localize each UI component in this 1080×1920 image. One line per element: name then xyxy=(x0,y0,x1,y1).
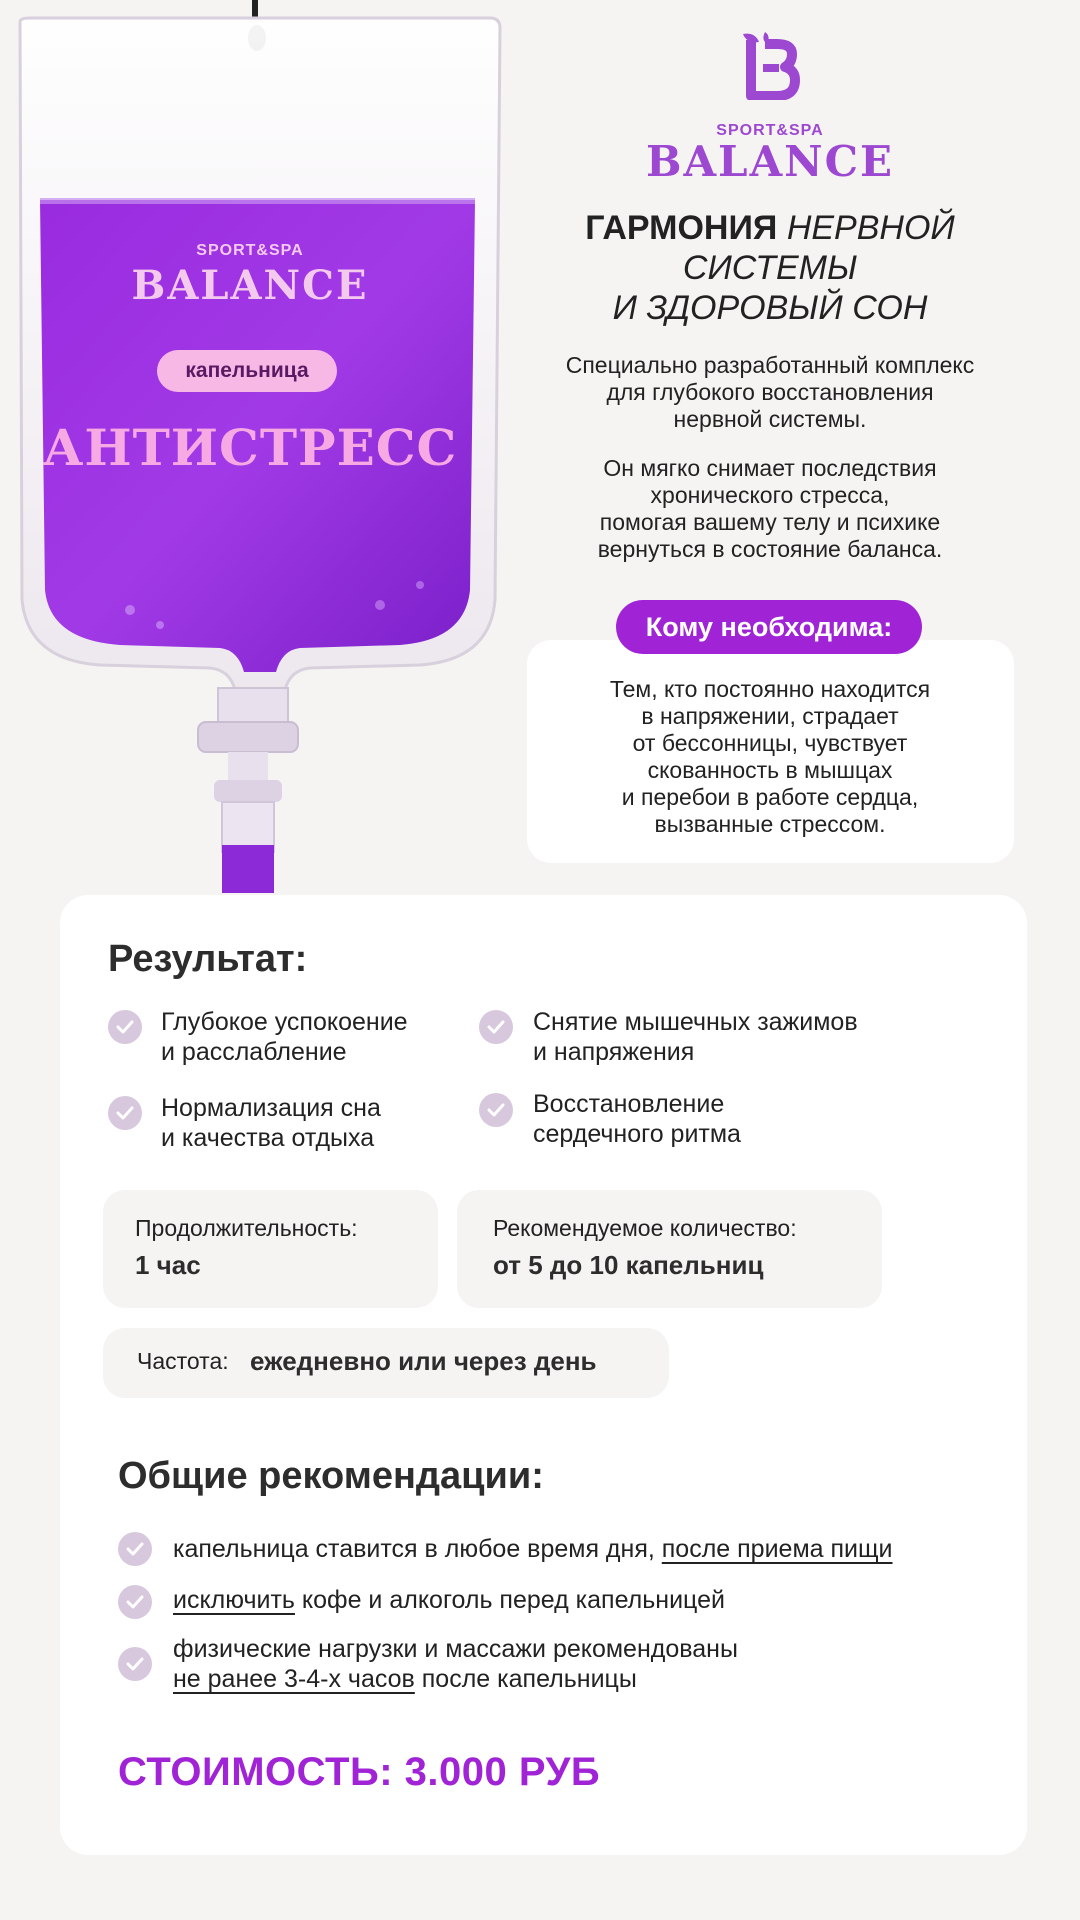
result-item-line: Нормализация сна xyxy=(161,1094,381,1122)
amount-label: Рекомендуемое количество: xyxy=(493,1215,797,1241)
result-item-line: и расслабление xyxy=(161,1038,347,1066)
who-needs-text xyxy=(540,676,1000,838)
intro-p1-line: для глубокого восстановления xyxy=(606,379,934,405)
headline xyxy=(540,208,1000,328)
bag-pill: капельница xyxy=(157,350,337,392)
who-needs-line: вызванные стрессом. xyxy=(654,811,886,837)
who-needs-line: скованность в мышцах xyxy=(647,757,893,783)
intro-p1-line: нервной системы. xyxy=(673,406,867,432)
rec-text: физические нагрузки и массажи рекомендованы xyxy=(173,1635,738,1663)
rec-underlined: после приема пищи xyxy=(661,1535,893,1563)
bag-brand xyxy=(110,242,390,309)
intro-p1-line: Специально разработанный комплекс xyxy=(565,352,975,378)
intro-p2-line: хронического стресса, xyxy=(650,482,890,508)
recommendations-title: Общие рекомендации: xyxy=(118,1455,544,1497)
headline-italic-1: НЕРВНОЙ xyxy=(786,209,955,247)
frequency-value: ежедневно или через день xyxy=(250,1346,597,1376)
intro-paragraph-1 xyxy=(520,352,1020,433)
intro-p2-line: вернуться в состояние баланса. xyxy=(597,536,943,562)
who-needs-line: и перебои в работе сердца, xyxy=(621,784,919,810)
intro-p2-line: помогая вашему телу и психике xyxy=(599,509,941,535)
headline-italic-2: СИСТЕМЫ xyxy=(682,249,858,287)
logo-text-big: BALANCE xyxy=(645,137,895,186)
intro-paragraph-2 xyxy=(520,455,1020,563)
logo-text-small: SPORT&SPA xyxy=(716,122,824,139)
result-item xyxy=(161,1093,381,1153)
check-icon xyxy=(108,1010,142,1044)
rec-text: кофе и алкоголь перед капельницей xyxy=(294,1586,725,1614)
iv-bag-illustration xyxy=(0,0,520,900)
recommendation-item xyxy=(173,1634,738,1694)
amount-value: от 5 до 10 капельниц xyxy=(493,1250,764,1280)
check-icon xyxy=(118,1585,152,1619)
who-needs-line: в напряжении, страдает xyxy=(641,703,899,729)
who-needs-line: от бессонницы, чувствует xyxy=(632,730,908,756)
rec-underlined: не ранее 3-4-х часов xyxy=(173,1665,415,1693)
intro-p2-line: Он мягко снимает последствия xyxy=(603,455,937,481)
who-needs-badge: Кому необходима: xyxy=(616,600,922,654)
bag-brand-big: BALANCE xyxy=(131,262,369,309)
duration-value: 1 час xyxy=(135,1250,201,1280)
duration-label: Продолжительность: xyxy=(135,1215,358,1241)
result-item xyxy=(533,1007,858,1067)
bag-brand-small: SPORT&SPA xyxy=(196,242,304,259)
rec-underlined: исключить xyxy=(173,1586,295,1614)
check-icon xyxy=(118,1532,152,1566)
recommendation-item xyxy=(173,1534,893,1564)
b-leaf-logo-icon xyxy=(735,30,805,100)
result-item-line: Глубокое успокоение xyxy=(161,1008,408,1036)
frequency-label: Частота: xyxy=(137,1348,229,1374)
price: СТОИМОСТЬ: 3.000 РУБ xyxy=(118,1750,601,1794)
result-item-line: и напряжения xyxy=(533,1038,695,1066)
check-icon xyxy=(479,1010,513,1044)
bag-title: АНТИСТРЕСС xyxy=(42,418,458,477)
result-item-line: Снятие мышечных зажимов xyxy=(533,1008,858,1036)
result-item xyxy=(533,1089,741,1149)
brand-logo xyxy=(640,30,900,184)
result-item-line: и качества отдыха xyxy=(161,1124,375,1152)
result-item-line: сердечного ритма xyxy=(533,1120,741,1148)
rec-text: после капельницы xyxy=(414,1665,637,1693)
amount-box xyxy=(457,1190,882,1308)
check-icon xyxy=(118,1647,152,1681)
headline-bold: ГАРМОНИЯ xyxy=(585,209,778,247)
rec-text: капельница ставится в любое время дня, xyxy=(173,1535,662,1563)
duration-box xyxy=(103,1190,438,1308)
result-item xyxy=(161,1007,408,1067)
recommendation-item xyxy=(173,1585,725,1615)
check-icon xyxy=(479,1093,513,1127)
check-icon xyxy=(108,1096,142,1130)
who-needs-line: Тем, кто постоянно находится xyxy=(609,676,931,702)
headline-italic-3: И ЗДОРОВЫЙ СОН xyxy=(612,289,928,327)
result-title: Результат: xyxy=(108,938,308,980)
result-item-line: Восстановление xyxy=(533,1090,725,1118)
